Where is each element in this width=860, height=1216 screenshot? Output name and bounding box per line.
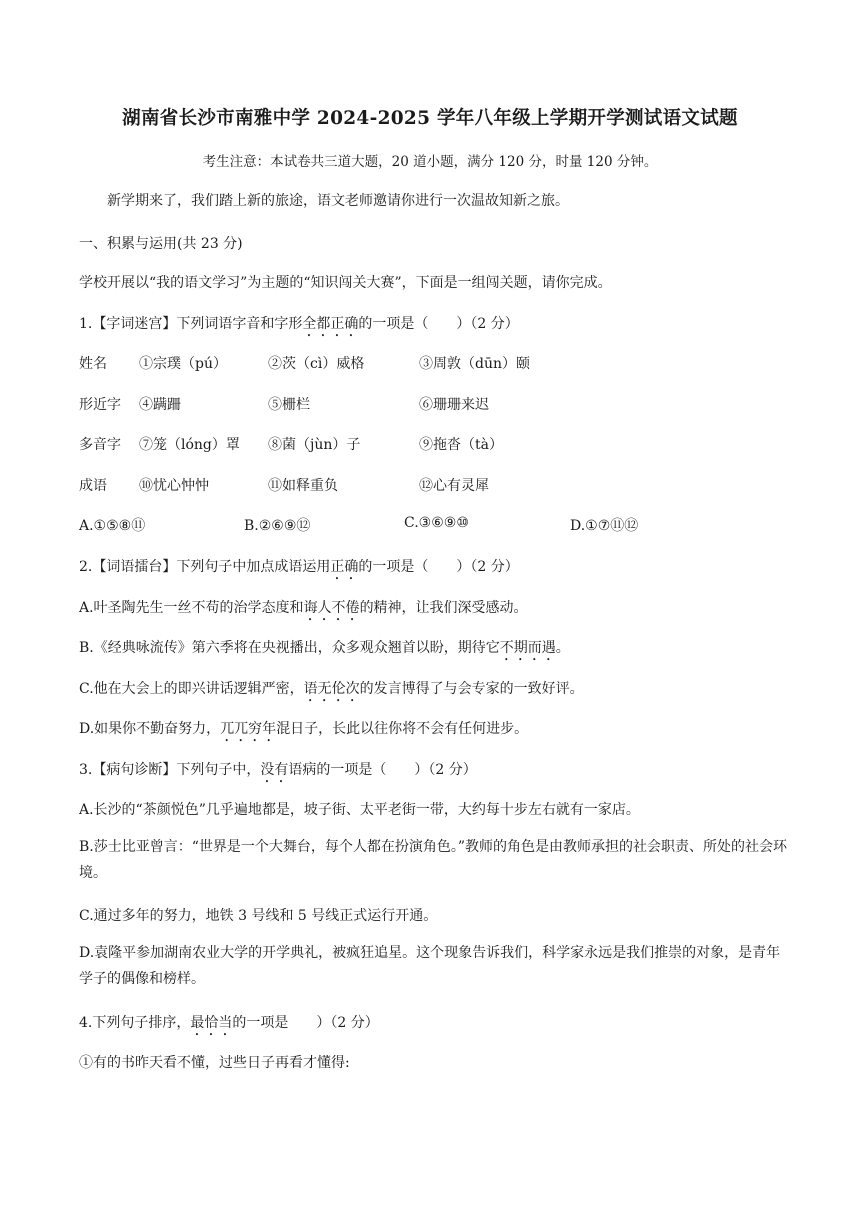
question-3-option-c: C.通过多年的努力，地铁 3 号线和 5 号线正式运行开通。 bbox=[79, 908, 438, 924]
question-3-option-a: A.长沙的“茶颜悦色”几乎遍地都是，坡子街、太平老街一带，大约每十步左右就有一家店。 bbox=[79, 802, 640, 818]
table-cell: ⑪如释重负 bbox=[268, 478, 338, 494]
table-cell: ①宗璞（pú） bbox=[139, 356, 227, 372]
table-cell-category: 多音字 bbox=[79, 437, 121, 453]
section-description: 学校开展以“我的语文学习”为主题的“知识闯关大赛”，下面是一组闯关题，请你完成。 bbox=[79, 275, 612, 291]
table-cell: ③周敦（dūn）颐 bbox=[419, 356, 530, 372]
emphasis-mark: 正确 bbox=[330, 559, 359, 575]
table-cell: ⑧菌（jùn）子 bbox=[268, 437, 361, 453]
emphasis-mark: 兀兀穷年 bbox=[220, 721, 277, 737]
emphasis-mark: 最恰当 bbox=[190, 1015, 233, 1031]
question-2-option-a: A.叶圣陶先生一丝不苟的治学态度和诲人不倦的精神，让我们深受感动。 bbox=[79, 600, 528, 616]
question-2-stem: 2.【词语擂台】下列句子中加点成语运用正确的一项是（ ）（2 分） bbox=[79, 559, 519, 575]
question-1-stem: 1.【字词迷宫】下列词语字音和字形全都正确的一项是（ ）（2 分） bbox=[79, 316, 519, 332]
emphasis-mark: 不期而遇 bbox=[499, 640, 556, 656]
option-b: B.②⑥⑨⑫ bbox=[244, 518, 311, 534]
table-cell-category: 姓名 bbox=[79, 356, 107, 372]
question-3-option-b: B.莎士比亚曾言：“世界是一个大舞台，每个人都在扮演角色。”教师的角色是由教师承担的社会职责、所处的社会环境。 bbox=[79, 839, 788, 881]
table-cell-category: 形近字 bbox=[79, 397, 121, 413]
table-cell: ⑫心有灵犀 bbox=[419, 478, 489, 494]
table-cell: ②茨（cì）威格 bbox=[268, 356, 365, 372]
question-2-option-c: C.他在大会上的即兴讲话逻辑严密，语无伦次的发言博得了与会专家的一致好评。 bbox=[79, 681, 584, 697]
table-cell-category: 成语 bbox=[79, 478, 107, 494]
option-c: C.③⑥⑨⑩ bbox=[404, 515, 469, 531]
option-a: A.①⑤⑧⑪ bbox=[79, 518, 146, 534]
question-2-option-d: D.如果你不勤奋努力，兀兀穷年混日子，长此以往你将不会有任何进步。 bbox=[79, 721, 529, 737]
question-4-stem: 4.下列句子排序，最恰当的一项是 ）（2 分） bbox=[79, 1015, 379, 1031]
table-cell: ④蹒跚 bbox=[139, 397, 181, 413]
table-cell: ⑥珊珊来迟 bbox=[419, 397, 489, 413]
emphasis-mark: 没有 bbox=[260, 762, 289, 778]
question-3-option-d: D.袁隆平参加湖南农业大学的开学典礼，被疯狂追星。这个现象告诉我们，科学家永远是我们推崇的对象，是青年学子的偶像和榜样。 bbox=[79, 945, 781, 987]
section-heading: 一、积累与运用(共 23 分) bbox=[79, 236, 243, 252]
table-cell: ⑩忧心忡忡 bbox=[139, 478, 209, 494]
exam-notice: 考生注意：本试卷共三道大题，20 道小题，满分 120 分，时量 120 分钟。 bbox=[202, 154, 658, 170]
emphasis-mark: 诲人不倦 bbox=[303, 600, 360, 616]
table-cell: ⑦笼（lóng）罩 bbox=[139, 437, 240, 453]
question-4-item-1: ①有的书昨天看不懂，过些日子再看才懂得: bbox=[79, 1055, 350, 1071]
emphasis-mark: 全都正确 bbox=[302, 316, 359, 332]
question-3-stem: 3.【病句诊断】下列句子中，没有语病的一项是（ ）（2 分） bbox=[79, 762, 477, 778]
emphasis-mark: 语无伦次 bbox=[303, 681, 360, 697]
question-2-option-b: B.《经典咏流传》第六季将在央视播出，众多观众翘首以盼，期待它不期而遇。 bbox=[79, 640, 570, 656]
option-d: D.①⑦⑪⑫ bbox=[570, 518, 639, 534]
intro-paragraph: 新学期来了，我们踏上新的旅途，语文老师邀请你进行一次温故知新之旅。 bbox=[107, 193, 569, 209]
table-cell: ⑨拖沓（tà） bbox=[419, 437, 503, 453]
page-title: 湖南省长沙市南雅中学 2024-2025 学年八年级上学期开学测试语文试题 bbox=[122, 108, 738, 129]
table-cell: ⑤栅栏 bbox=[268, 397, 310, 413]
